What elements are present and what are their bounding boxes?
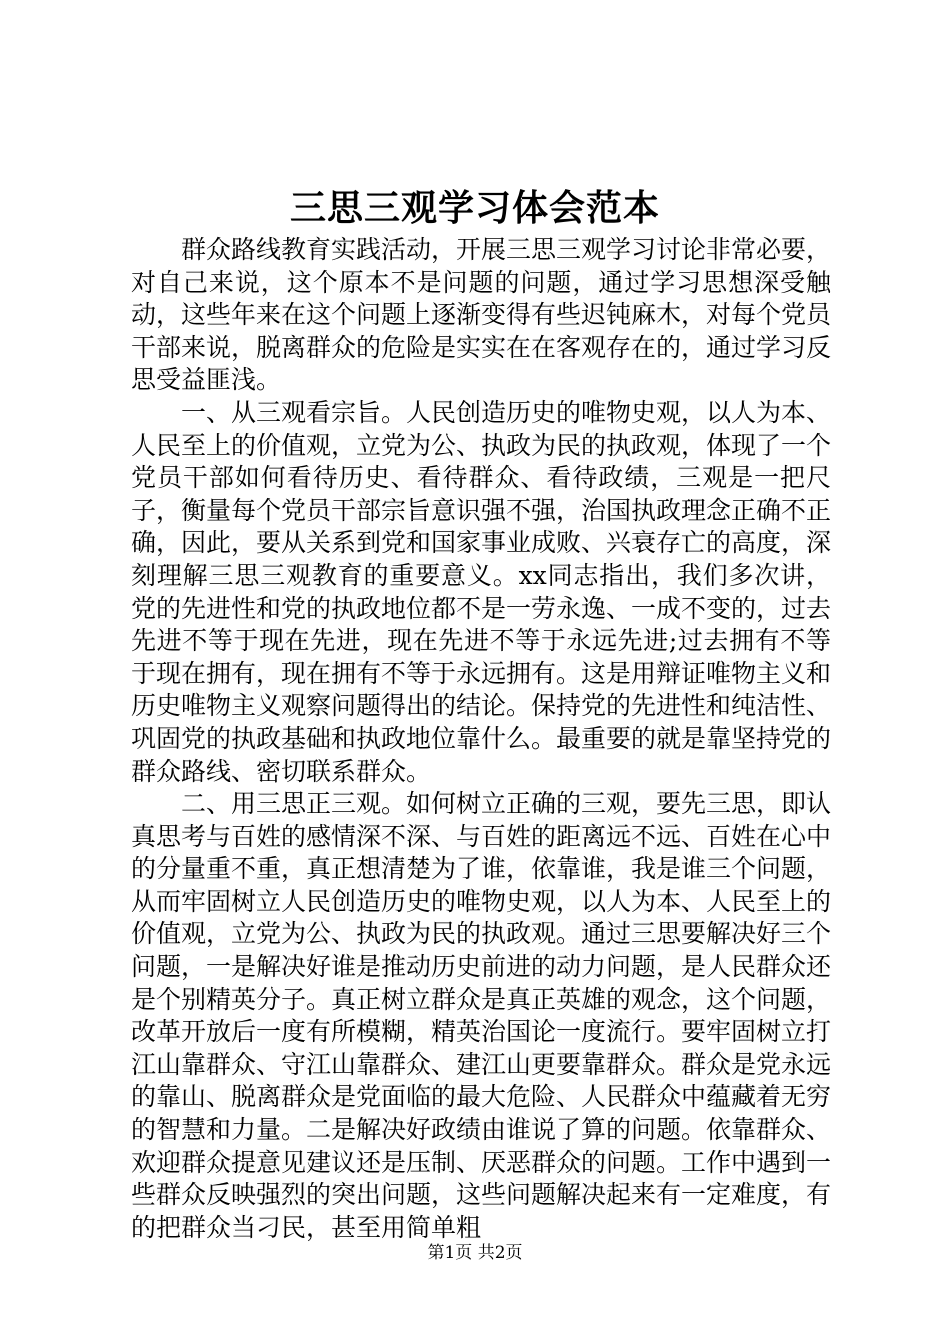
document-body (131, 234, 831, 1244)
intro-paragraph: 群众路线教育实践活动，开展三思三观学习讨论非常必要，对自己来说，这个原本不是问题的问题，通过学习思想深受触动，这些年来在这个问题上逐渐变得有些迟钝麻木，对每个党员干部来说，脱离群众的危险是实实在在客观存在的，通过学习反思受益匪浅。 (131, 235, 832, 395)
page-footer: 第1页 共2页 (427, 1243, 523, 1263)
section-two-paragraph: 二、用三思正三观。如何树立正确的三观，要先三思，即认真思考与百姓的感情深不深、与百姓的距离远不远、百姓在心中的分量重不重，真正想清楚为了谁，依靠谁，我是谁三个问题，从而牢固树立人民创造历史的唯物史观，以人为本、人民至上的价值观，立党为公、执政为民的执政观。通过三思要解决好三个问题，一是解决好谁是推动历史前进的动力问题，是人民群众还是个别精英分子。真正树立群众是真正英雄的观念，这个问题，改革开放后一度有所模糊，精英治国论一度流行。要牢固树立打江山靠群众、守江山靠群众、建江山更要靠群众。群众是党永远的靠山、脱离群众是党面临的最大危险、人民群众中蕴藏着无穷的智慧和力量。二是解决好政绩由谁说了算的问题。依靠群众、欢迎群众提意见建议还是压制、厌恶群众的问题。工作中遇到一些群众反映强烈的突出问题，这些问题解决起来有一定难度，有的把群众当刁民，甚至用简单粗 (131, 789, 832, 1242)
section-one-paragraph: 一、从三观看宗旨。人民创造历史的唯物史观，以人为本、人民至上的价值观，立党为公、执政为民的执政观，体现了一个党员干部如何看待历史、看待群众、看待政绩，三观是一把尺子，衡量每个党员干部宗旨意识强不强，治国执政理念正确不正确，因此，要从关系到党和国家事业成败、兴衰存亡的高度，深刻理解三思三观教育的重要意义。xx同志指出，我们多次讲，党的先进性和党的执政地位都不是一劳永逸、一成不变的，过去先进不等于现在先进，现在先进不等于永远先进;过去拥有不等于现在拥有，现在拥有不等于永远拥有。这是用辩证唯物主义和历史唯物主义观察问题得出的结论。保持党的先进性和纯洁性、巩固党的执政基础和执政地位靠什么。最重要的就是靠坚持党的群众路线、密切联系群众。 (131, 397, 832, 786)
document-title: 三思三观学习体会范本 (289, 187, 660, 229)
